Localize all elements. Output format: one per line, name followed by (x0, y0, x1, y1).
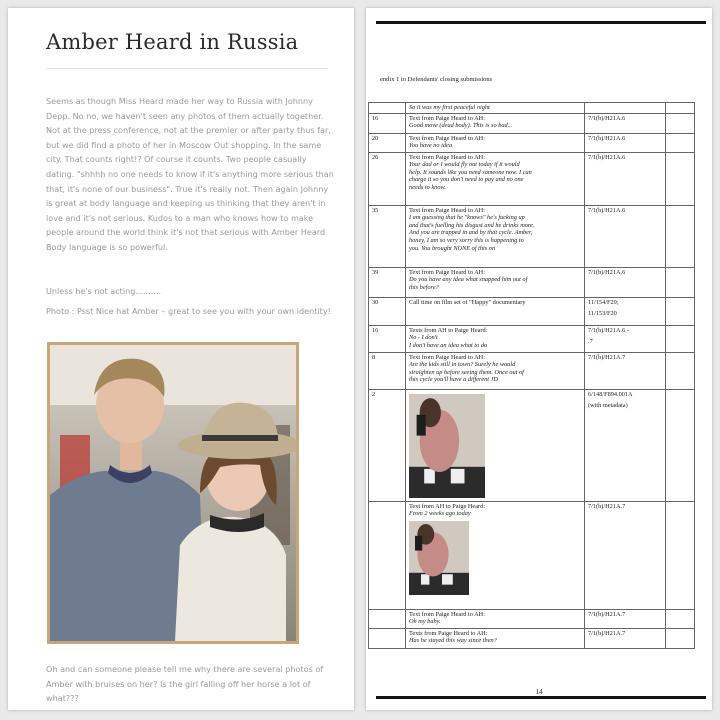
reference-line: 7/1(b)/H21A.7 (588, 353, 626, 361)
row-description (406, 297, 585, 325)
row-number: 35 (369, 205, 406, 267)
row-description (406, 609, 585, 628)
table-row (369, 205, 695, 267)
row-reference (585, 152, 666, 205)
reference-line: 6/148/F894.001A (588, 390, 633, 398)
row-number: 16 (369, 113, 406, 133)
table-row (369, 103, 695, 114)
description-line: Your dad or I would fly out today if it would (409, 161, 520, 169)
row-reference (585, 133, 666, 152)
row-blank-cell (666, 113, 695, 133)
description-line: Call time on film set of "Happy" documentary (409, 298, 526, 306)
row-blank-cell (666, 133, 695, 152)
reference-line: 7/1(b)/H21A.7 (588, 502, 626, 510)
table-row (369, 325, 695, 352)
row-number: 20 (369, 133, 406, 152)
photo-image (50, 345, 296, 641)
description-line: Text from Paige Heard to AH: (409, 610, 485, 618)
description-line: I am guessing that he "knows" he's fucking up (409, 214, 525, 222)
reference-line: 11/153/F20 (588, 310, 617, 318)
table-row (369, 113, 695, 133)
description-line: Are the kids still in town? Surely he would (409, 361, 516, 369)
table-row (369, 501, 695, 609)
table-row (369, 267, 695, 297)
description-line: So it was my first peaceful night (409, 104, 490, 111)
row-reference (585, 389, 666, 501)
description-line: this cycle you'll have a different JD (409, 376, 498, 384)
description-line: I don't have an idea what to do (409, 341, 488, 349)
description-line: Text from Paige Heard to AH: (409, 353, 485, 361)
table-row (369, 297, 695, 325)
row-reference (585, 205, 666, 267)
row-reference (585, 267, 666, 297)
table-row (369, 133, 695, 152)
row-blank-cell (666, 325, 695, 352)
row-blank-cell (666, 501, 695, 609)
row-description (406, 133, 585, 152)
row-number: 26 (369, 152, 406, 205)
row-description (406, 325, 585, 352)
description-line: Texts from AH to Paige Heard: (409, 326, 488, 334)
description-line: Text from Paige Heard to AH: (409, 153, 485, 161)
description-line: Text from Paige Heard to AH: (409, 114, 485, 122)
post-title: Amber Heard in Russia (46, 30, 299, 54)
row-blank-cell (666, 297, 695, 325)
bottom-rule (376, 696, 706, 699)
description-line: Good move (dead body). This is so bad... (409, 122, 513, 130)
row-reference (585, 103, 666, 114)
table-row (369, 609, 695, 628)
row-number: 39 (369, 267, 406, 297)
description-line: Has he stayed this way since then? (409, 637, 497, 645)
row-blank-cell (666, 267, 695, 297)
reference-line: 7/1(b)/H21A.6 (588, 206, 626, 214)
post-paragraph: Photo : Psst Nice hat Amber – great to see you with your own identity! (46, 306, 331, 316)
evidence-photo (409, 394, 485, 498)
description-line: No - I don't (409, 334, 438, 342)
description-line: Do you have any idea what snapped him out of (409, 276, 528, 284)
court-document-page (366, 8, 712, 710)
reference-line: 7/1(b)/H21A.6 (588, 268, 626, 276)
post-paragraph: Oh and can someone please tell me why there are several photos of Amber with bruises on her? Is the girl falling off her horse a lot of what??? (46, 664, 324, 704)
row-number (369, 609, 406, 628)
blog-post-panel (8, 8, 354, 710)
table-row (369, 389, 695, 501)
document-header: endix 1 to Defendants' closing submissions (380, 76, 493, 83)
reference-line: .7 (588, 338, 593, 346)
table-row (369, 628, 695, 648)
title-divider (46, 68, 328, 69)
row-description (406, 501, 585, 609)
reference-line: 7/1(b)/H21A.7 (588, 629, 626, 637)
page-number: 14 (535, 688, 543, 696)
row-blank-cell (666, 352, 695, 389)
description-line: honey, I am so very sorry this is happening to (409, 236, 524, 244)
row-description (406, 152, 585, 205)
row-blank-cell (666, 609, 695, 628)
description-line: You have no idea (409, 142, 452, 150)
description-line: you. You brought NONE of this on (409, 244, 496, 252)
description-line: help. It sounds like you need someone now. I can (409, 168, 532, 176)
table-row (369, 352, 695, 389)
reference-line: 7/1(b)/H21A.6 (588, 134, 626, 142)
reference-line: 7/1(b)/H21A.6 (588, 153, 626, 161)
description-line: Text from Paige Heard to AH: (409, 206, 485, 214)
row-reference (585, 325, 666, 352)
row-description (406, 628, 585, 648)
row-description (406, 352, 585, 389)
description-line: Oh my baby. (409, 618, 441, 626)
row-number: 2 (369, 389, 406, 501)
description-line: Text from AH to Paige Heard: (409, 502, 485, 510)
description-line: Text from Paige Heard to AH: (409, 134, 485, 142)
post-photo (47, 342, 299, 644)
reference-line: 7/1(b)/H21A.6 (588, 114, 626, 122)
description-line: straighten up before seeing them. Once out of (409, 368, 524, 376)
row-description (406, 205, 585, 267)
row-reference (585, 501, 666, 609)
row-blank-cell (666, 205, 695, 267)
description-line: charge it so you don't need to pay and no one (409, 176, 524, 184)
row-reference (585, 609, 666, 628)
reference-line: 7/1(b)/H21A.7 (588, 610, 626, 618)
description-line: Text from Paige Heard to AH: (409, 268, 485, 276)
row-blank-cell (666, 152, 695, 205)
top-rule (376, 21, 706, 24)
row-reference (585, 628, 666, 648)
row-number (369, 628, 406, 648)
evidence-photo (409, 521, 469, 595)
table-row (369, 152, 695, 205)
row-blank-cell (666, 628, 695, 648)
description-line: needs to know. (409, 183, 446, 191)
description-line: this before? (409, 283, 439, 291)
row-description (406, 113, 585, 133)
row-blank-cell (666, 389, 695, 501)
row-reference (585, 297, 666, 325)
row-number (369, 103, 406, 114)
description-line: and that's fuelling his disgust and he drinks more. (409, 221, 535, 229)
row-reference (585, 113, 666, 133)
row-description (406, 389, 585, 501)
row-blank-cell (666, 103, 695, 114)
row-reference (585, 352, 666, 389)
post-paragraph: Unless he's not acting.......... (46, 286, 162, 296)
description-line: Texts from Paige Heard to AH: (409, 629, 488, 637)
row-description (406, 267, 585, 297)
description-line: And you are trapped in and by that cycle. Amber, (409, 229, 533, 237)
reference-line: 11/154/F29; (588, 298, 619, 306)
row-number: 30 (369, 297, 406, 325)
row-number: 8 (369, 352, 406, 389)
description-line: From 2 weeks ago today (409, 510, 471, 518)
row-description (406, 103, 585, 114)
reference-line: 7/1(b)/H21A.6 - (588, 326, 629, 334)
evidence-table (368, 102, 695, 649)
reference-line: (with metadata) (588, 402, 628, 410)
post-paragraph: Seems as though Miss Heard made her way to Russia with Johnny Depp. No no, we haven't seen any photos of them actually together. Not at the press conference, not at the premier or after party thus far, but we did find a photo of her in Moscow Out shopping. In the same city. That counts right!? Of course it counts. Two people casually dating. "shhhh no one needs to know if it's anything more serious than that, it's none of our business". True it's really not. Then again Johnny is great at body language and keeping us thinking that they aren't in love and it's not serious. Kudos to a man who knows how to make people around the world think it's not that serious with Amber Heard Body language is so powerful. (46, 96, 334, 252)
row-number (369, 501, 406, 609)
row-number: 16 (369, 325, 406, 352)
